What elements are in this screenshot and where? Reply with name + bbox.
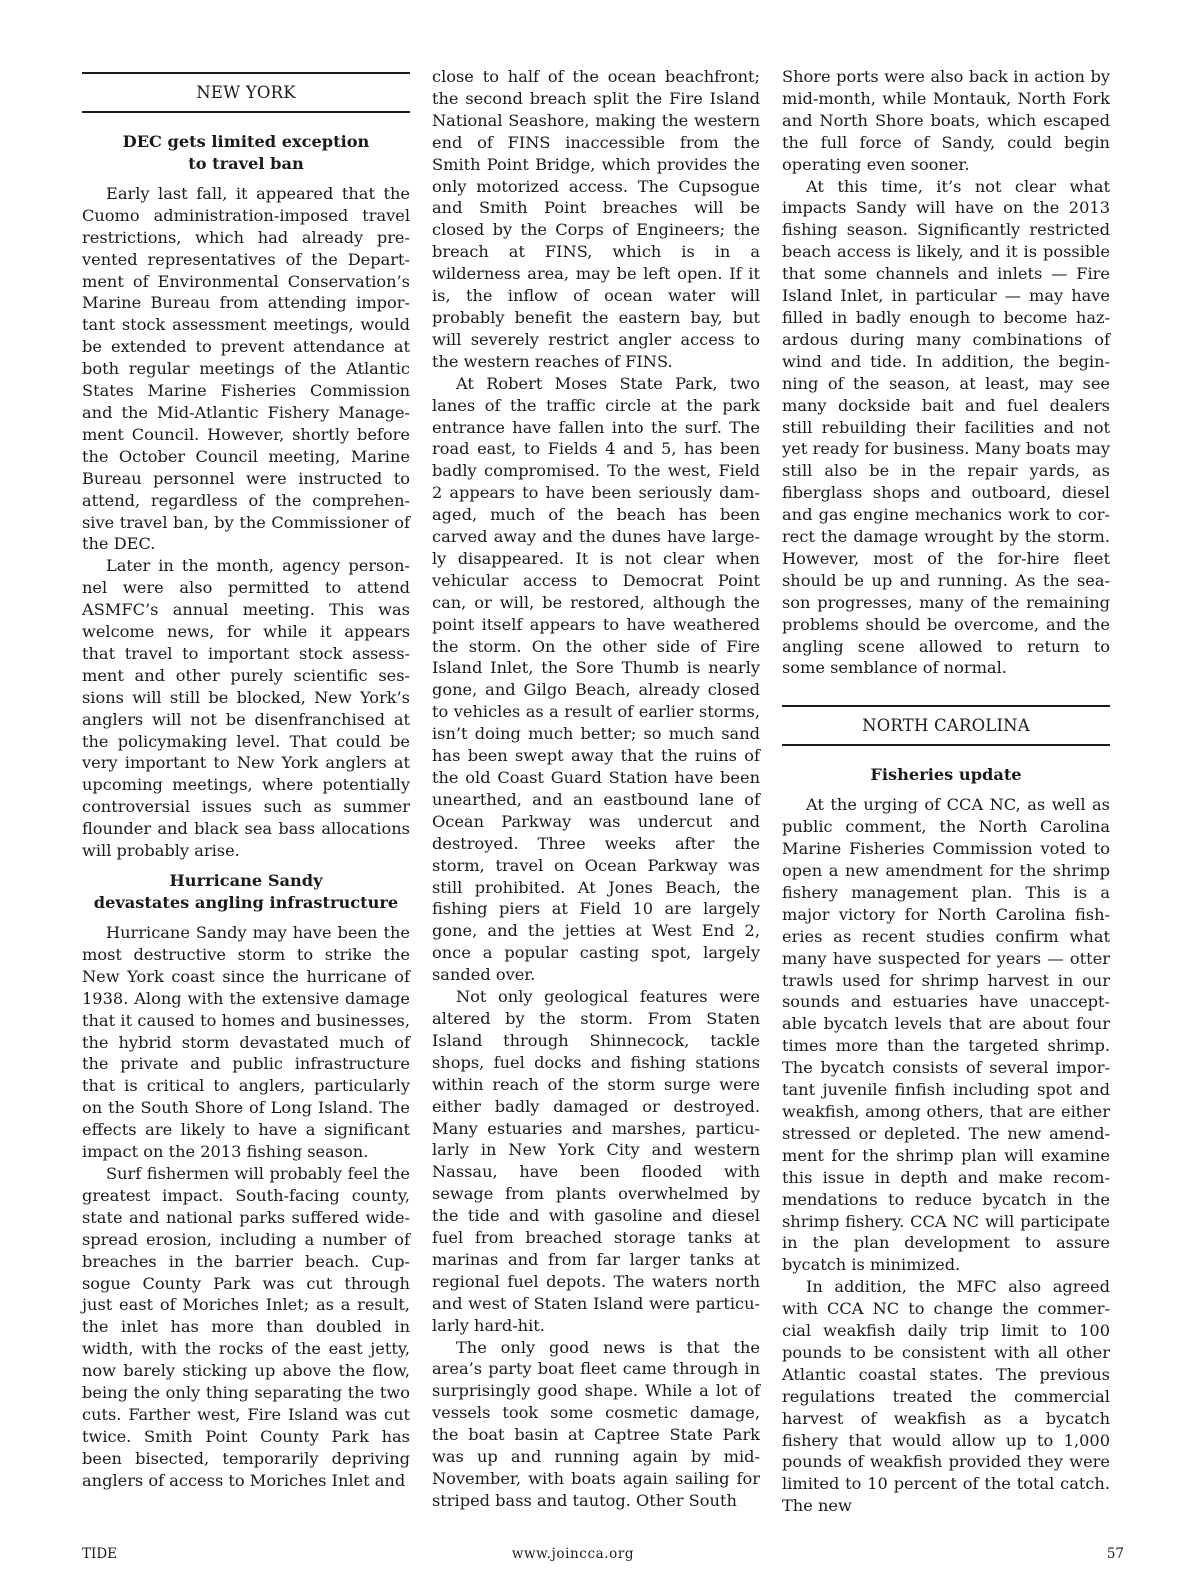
- paragraph: Not only geological features were altered by the storm. From Staten Island through Shinnecock, tackle shops, fuel docks and fishing stations within reach of the storm surge were either badly damaged or destroyed. Many estuaries and marshes, particularly in New York City and western Nassau, have been flooded with sewage from plants overwhelmed by the tide and with gasoline and diesel fuel from breached storage tanks at marinas and from far larger tanks at regional fuel depots. The waters north and west of Staten Island were particularly hard-hit.: [432, 987, 760, 1335]
- section-header-new-york: NEW YORK: [82, 72, 410, 113]
- paragraph: close to half of the ocean beachfront; the second breach split the Fire Island National Seashore, making the western end of FINS inaccessible from the Smith Point Bridge, which provides the only motorized access. The Cupsogue and Smith Point breaches will be closed by the Corps of Engineers; the breach at FINS, which is in a wilderness area, may be left open. If it is, the inflow of ocean water will probably benefit the eastern bay, but will severely restrict angler access to the western reaches of FINS.: [432, 67, 760, 371]
- footer-website-link[interactable]: www.joincca.org: [511, 1546, 635, 1562]
- article-heading-hurricane-sandy: [82, 870, 410, 914]
- column-3: [782, 66, 1110, 1517]
- paragraph: Later in the month, agency personnel were also permitted to attend ASMFC’s annual meeting. This was welcome news, for while it appears that travel to important stock assessment and other purely scientific sessions will still be blocked, New York’s anglers will not be disenfranchised at the policymaking level. That could be very important to New York anglers at upcoming meetings, where potentially controversial issues such as summer flounder and black sea bass allocations will probably arise.: [82, 556, 410, 861]
- column-2: [432, 66, 760, 1512]
- paragraph: In addition, the MFC also agreed with CCA NC to change the commercial weakfish daily trip limit to 100 pounds to be consistent with all other Atlantic coastal states. The previous regulations treated the commercial harvest of weakfish as a bycatch fishery that would allow up to 1,000 pounds of weakfish provided they were limited to 10 percent of the total catch. The new: [782, 1277, 1110, 1516]
- footer-publication-name: TIDE: [82, 1546, 118, 1562]
- paragraph: Shore ports were also back in action by mid-month, while Montauk, North Fork and North Shore boats, which escaped the full force of Sandy, could begin operating even sooner.: [782, 67, 1110, 174]
- article-heading-dec-travel-ban: [82, 131, 410, 175]
- article-heading-fisheries-update: Fisheries update: [870, 765, 1022, 785]
- heading-line: to travel ban: [188, 153, 304, 173]
- spacer: [782, 679, 1110, 701]
- column-1: [82, 68, 410, 1492]
- paragraph: Early last fall, it appeared that the Cuomo administration-imposed travel restrictions, which had already prevented representatives of the Department of Environmental Conservation’s Marine Bureau from attending important stock assessment meetings, would be extended to prevent attendance at both regular meetings of the Atlantic States Marine Fisheries Commission and the Mid-Atlantic Fishery Management Council. However, shortly before the October Council meeting, Marine Bureau personnel were instructed to attend, regardless of the comprehensive travel ban, by the Commissioner of the DEC.: [82, 183, 410, 554]
- paragraph: Surf fishermen will probably feel the greatest impact. South-facing county, state and national parks suffered widespread erosion, including a number of breaches in the barrier beach. Cupsogue County Park was cut through just east of Moriches Inlet; as a result, the inlet has more than doubled in width, with the rocks of the east jetty, now barely sticking up above the flow, being the only thing separating the two cuts. Farther west, Fire Island was cut twice. Smith Point County Park has been bisected, temporarily depriving anglers of access to Moriches Inlet and: [82, 1163, 410, 1490]
- paragraph: The only good news is that the area’s party boat fleet came through in surprisingly good shape. While a lot of vessels took some cosmetic damage, the boat basin at Captree State Park was up and running again by mid-November, with boats again sailing for striped bass and tautog. Other South: [432, 1337, 760, 1510]
- section-header-north-carolina: NORTH CAROLINA: [782, 705, 1110, 746]
- paragraph: Hurricane Sandy may have been the most destructive storm to strike the New York coast since the hurricane of 1938. Along with the extensive damage that it caused to homes and businesses, the hybrid storm devastated much of the private and public infrastructure that is critical to anglers, particularly on the South Shore of Long Island. The effects are likely to have a significant impact on the 2013 fishing season.: [82, 923, 410, 1162]
- paragraph: At this time, it’s not clear what impacts Sandy will have on the 2013 fishing season. Significantly restricted beach access is likely, and it is possible that some channels and inlets — Fire Island Inlet, in particular — may have filled in badly enough to become hazardous during many combinations of wind and tide. In addition, the beginning of the season, at least, may see many dockside bait and fuel dealers still rebuilding their facilities and not yet ready for business. Many boats may still also be in the repair yards, as fiberglass shops and outboard, diesel and gas engine mechanics work to correct the damage wrought by the storm. However, most of the for-hire fleet should be up and running. As the season progresses, many of the remaining problems should be overcome, and the angling scene allowed to return to some semblance of normal.: [782, 176, 1110, 678]
- paragraph: At the urging of CCA NC, as well as public comment, the North Carolina Marine Fisheries Commission voted to open a new amendment for the shrimp fishery management plan. This is a major victory for North Carolina fisheries as recent studies confirm what many have suspected for years — otter trawls used for shrimp harvest in our sounds and estuaries have unacceptable bycatch levels that are about four times more than the targeted shrimp. The bycatch consists of several important juvenile finfish including spot and weakfish, among others, that are either stressed or depleted. The new amendment for the shrimp plan will examine this issue in depth and make recommendations to reduce bycatch in the shrimp fishery. CCA NC will participate in the plan development to assure bycatch is minimized.: [782, 795, 1110, 1275]
- heading-line: DEC gets limited exception: [122, 131, 370, 151]
- paragraph: At Robert Moses State Park, two lanes of the traffic circle at the park entrance have fallen into the surf. The road east, to Fields 4 and 5, has been badly compromised. To the west, Field 2 appears to have been seriously damaged, much of the beach has been carved away and the dunes have largely disappeared. It is not clear when vehicular access to Democrat Point can, or will, be restored, although the point itself appears to have weathered the storm. On the other side of Fire Island Inlet, the Sore Thumb is nearly gone, and Gilgo Beach, already closed to vehicles as a result of earlier storms, isn’t doing much better; so much sand has been swept away that the ruins of the old Coast Guard Station have been unearthed, and an eastbound lane of Ocean Parkway was undercut and destroyed. Three weeks after the storm, travel on Ocean Parkway was still prohibited. At Jones Beach, the fishing piers at Field 10 are largely gone, and the jetties at West End 2, once a popular casting spot, largely sanded over.: [432, 373, 760, 985]
- heading-line: devastates angling infrastructure: [93, 893, 399, 912]
- heading-line: Hurricane Sandy: [169, 871, 323, 890]
- footer-page-number: 57: [1106, 1546, 1124, 1562]
